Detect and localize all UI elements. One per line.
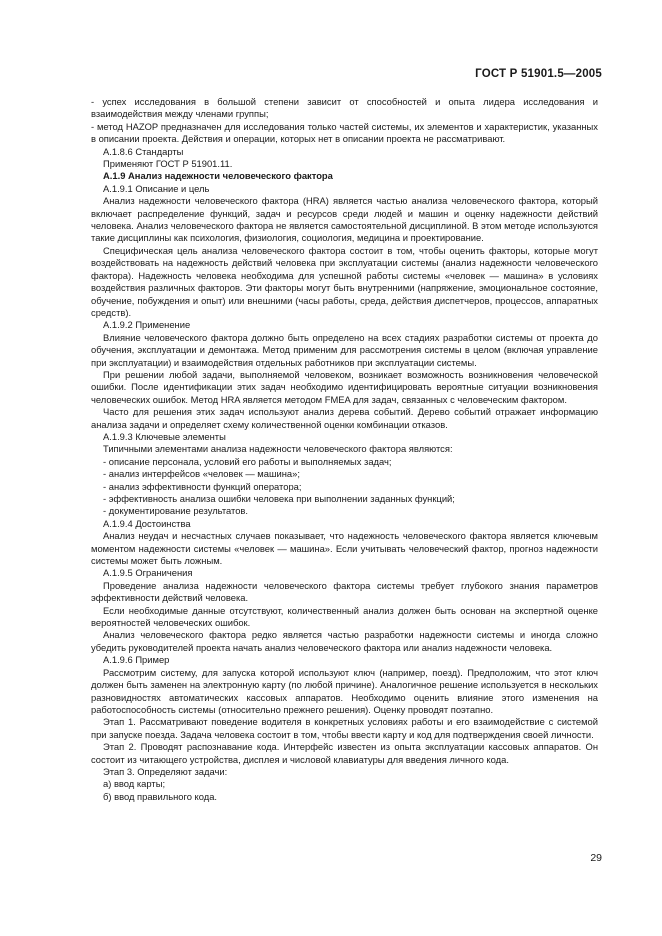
paragraph: Влияние человеческого фактора должно быть определено на всех стадиях разработки системы от проекта до обучения, эксплуатации и демонтажа. Метод применим для рассмотрения системы в целом (включая управление при эксплуатации) и взаимодействия отдельных работников при эксплуатации системы. [91, 331, 598, 368]
paragraph: А.1.8.6 Стандарты [103, 145, 184, 157]
paragraph: Анализ человеческого фактора редко является частью разработки надежности системы и иногда сложно убедить руководителей проекта начать анализ человеческого фактора или анализ надежности человека. [91, 629, 598, 653]
paragraph: - документирование результатов. [103, 505, 249, 517]
paragraph: Применяют ГОСТ Р 51901.11. [103, 158, 233, 170]
paragraph: А.1.9.6 Пример [103, 654, 170, 666]
paragraph: Типичными элементами анализа надежности человеческого фактора являются: [103, 443, 453, 455]
paragraph: Анализ неудач и несчастных случаев показывает, что надежность человеческого фактора является ключевым моментом надежности системы «человек — машина». Если учитывать человеческий фактор, прогноз надежности системы может быть ложным. [91, 530, 598, 567]
paragraph: б) ввод правильного кода. [103, 790, 218, 802]
body-text [91, 96, 598, 803]
standard-code-header: ГОСТ Р 51901.5—2005 [475, 68, 602, 80]
paragraph: Этап 1. Рассматривают поведение водителя в конкретных условиях работы и его взаимодействие с системой при запуске поезда. Задача человека состоит в том, чтобы ввести карту и код для подтверждения своей личности. [91, 716, 598, 740]
paragraph: Часто для решения этих задач используют анализ дерева событий. Дерево событий отражает информацию анализа задачи и определяет схему количественной оценки комбинации отказов. [91, 406, 598, 430]
paragraph: Специфическая цель анализа человеческого фактора состоит в том, чтобы оценить факторы, которые могут воздействовать на надежность действий человека при эксплуатации системы (анализ надежности человеческого фактора). Надежность человека необходима для успешной работы системы «человек — машина» в условиях воздействия различных факторов. Эти факторы могут быть внутренними (напряжение, эмоциональное состояние, обучение, побуждения и опыт) или внешними (часы работы, среда, действия диспетчеров, процессов, аппаратных средств). [91, 244, 598, 318]
paragraph: Анализ надежности человеческого фактора (HRA) является частью анализа человеческого фактора, который включает распределение функций, задач и ресурсов среди людей и машин и оценку надежности действий человека. Анализ человеческого фактора не является самостоятельной дисциплиной. В этом методе используются такие дисциплины как психология, физиология, социология, медицина и проектирование. [91, 195, 598, 244]
paragraph: - анализ эффективности функций оператора; [103, 480, 302, 492]
paragraph: Этап 2. Проводят распознавание кода. Интерфейс известен из опыта эксплуатации кассовых аппаратов. Он состоит из читающего устройства, дисплея и числовой клавиатуры для введения личного кода. [91, 741, 598, 765]
paragraph: - эффективность анализа ошибки человека при выполнении заданных функций; [103, 493, 455, 504]
paragraph: Проведение анализа надежности человеческого фактора системы требует глубокого знания параметров эффективности действий человека. [91, 579, 598, 604]
paragraph: А.1.9.3 Ключевые элементы [103, 430, 226, 442]
paragraph: А.1.9.4 Достоинства [103, 517, 191, 529]
paragraph: Рассмотрим систему, для запуска которой используют ключ (например, поезд). Предположим, что этот ключ должен быть заменен на электронную карту (по любой причине). Аналогичное решение используется в нескольких разновидностях автоматических кассовых аппаратов. Необходимо оценить влияние этого изменения на работоспособность системы (относительно прежнего решения). Оценку проводят поэтапно. [91, 666, 598, 715]
paragraph: Если необходимые данные отсутствуют, количественный анализ должен быть основан на экспертной оценке вероятностей человеческих ошибок. [91, 604, 598, 629]
page-number: 29 [590, 852, 602, 864]
paragraph: - успех исследования в большой степени зависит от способностей и опыта лидера исследования и взаимодействия между членами группы; [91, 96, 598, 120]
section-heading: А.1.9 Анализ надежности человеческого фактора [103, 170, 333, 182]
paragraph: Этап 3. Определяют задачи: [103, 765, 228, 777]
paragraph: - метод HAZOP предназначен для исследования только частей системы, их элементов и характеристик, указанных в описании проекта. Действия и операции, которых нет в описании проекта не рассматривают. [91, 120, 598, 145]
paragraph: - описание персонала, условий его работы и выполняемых задач; [103, 455, 392, 467]
paragraph: - анализ интерфейсов «человек — машина»; [103, 468, 300, 480]
paragraph: а) ввод карты; [103, 778, 166, 790]
paragraph: При решении любой задачи, выполняемой человеком, возникает возможность возникновения человеческой ошибки. После идентификации этих задач необходимо идентифицировать вероятные ситуации возникновения человеческих ошибок. Метод HRA является методом FMEA для задач, связанных с человеческим фактором. [91, 368, 598, 405]
paragraph: А.1.9.2 Применение [103, 319, 191, 331]
paragraph: А.1.9.5 Ограничения [103, 567, 193, 579]
paragraph: А.1.9.1 Описание и цель [103, 182, 210, 194]
